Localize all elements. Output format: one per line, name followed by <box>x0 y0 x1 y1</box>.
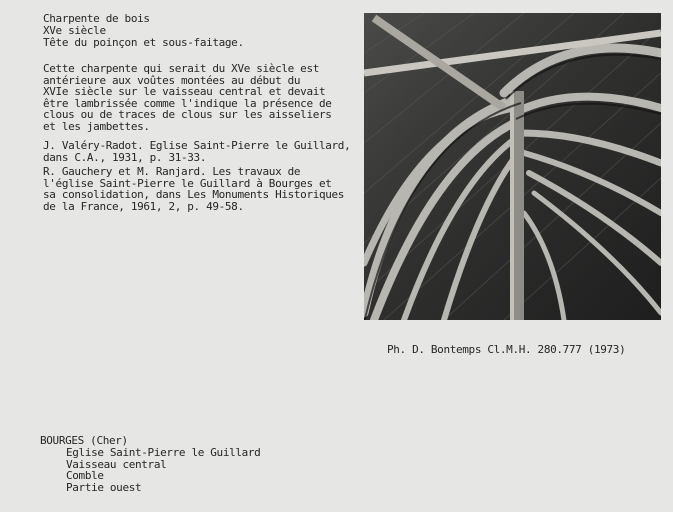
description-line: XVIe siècle sur le vaisseau central et devait <box>43 85 326 98</box>
description-line: Cette charpente qui serait du XVe siècle est <box>43 62 319 75</box>
location-church: Eglise Saint-Pierre le Guillard <box>66 446 261 459</box>
description-line: clous ou de traces de clous sur les aisseliers <box>43 108 332 121</box>
photo-credit: Ph. D. Bontemps Cl.M.H. 280.777 (1973) <box>387 343 626 356</box>
roof-timber-photo <box>364 13 661 320</box>
reference-line: l'église Saint-Pierre le Guillard à Bourges et <box>43 176 332 190</box>
location-side: Partie ouest <box>66 481 142 494</box>
reference-line: R. Gauchery et M. Ranjard. Les travaux de <box>43 165 301 178</box>
reference-line: sa consolidation, dans Les Monuments Historiques <box>43 188 345 201</box>
reference-line: dans C.A., 1931, p. 31-33. <box>43 150 207 164</box>
reference-line: J. Valéry-Radot. Eglise Saint-Pierre le Guillard, <box>43 139 351 152</box>
location-part: Comble <box>66 469 104 482</box>
subject-line: Tête du poinçon et sous-faitage. <box>43 36 244 49</box>
description-line: et les jambettes. <box>43 119 150 133</box>
reference-line: de la France, 1961, 2, p. 49-58. <box>43 199 244 213</box>
title-line: Charpente de bois <box>43 12 150 25</box>
description-line: antérieure aux voûtes montées au début du <box>43 73 301 87</box>
century-line: XVe siècle <box>43 24 106 37</box>
roof-timber-illustration <box>364 13 661 320</box>
location-city: BOURGES (Cher) <box>40 434 128 447</box>
description-line: être lambrissée comme l'indique la présence de <box>43 96 332 110</box>
location-area: Vaisseau central <box>66 457 167 471</box>
